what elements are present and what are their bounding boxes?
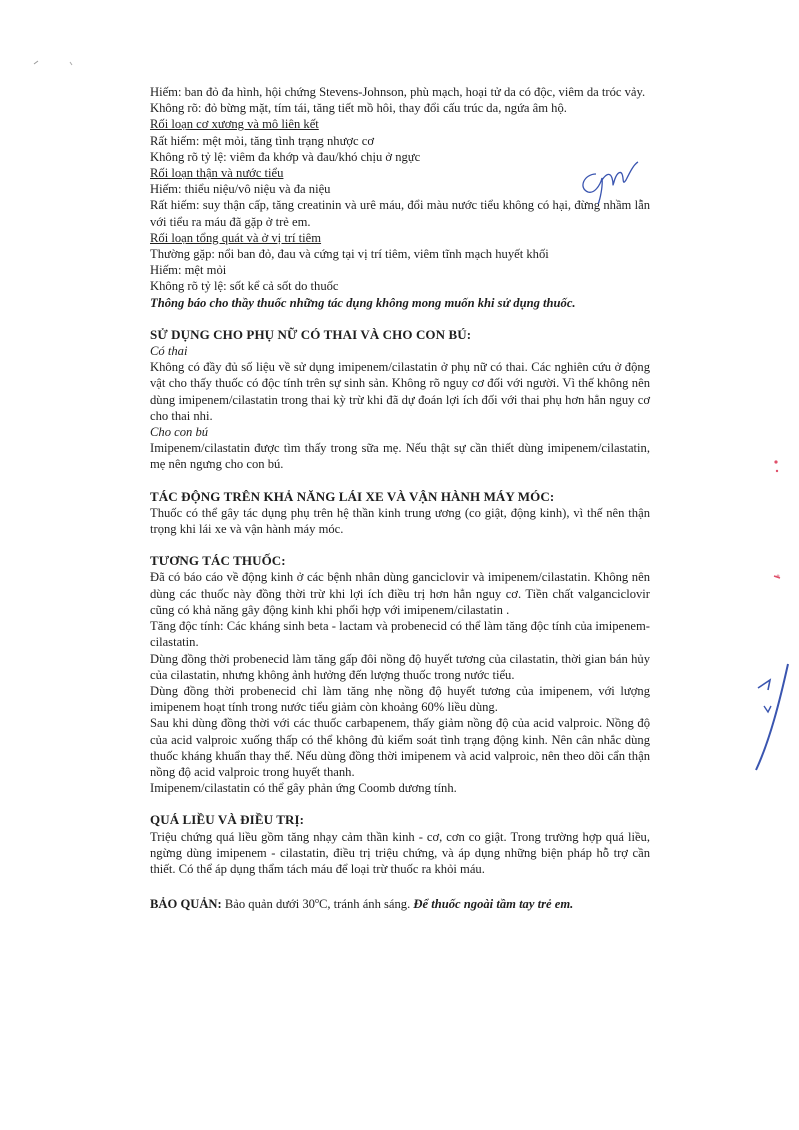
storage-text-after: C, tránh ánh sáng. xyxy=(318,897,414,912)
adverse-line: Rất hiếm: mệt mỏi, tăng tình trạng nhược cơ xyxy=(150,133,375,148)
interaction-paragraph: Imipenem/cilastatin có thể gây phản ứng Coomb dương tính. xyxy=(150,781,457,796)
storage-label: BẢO QUẢN: xyxy=(150,897,222,912)
storage-text: Bảo quản dưới 30 xyxy=(224,897,315,912)
lactation-text: Imipenem/cilastatin được tìm thấy trong sữa mẹ. Nếu thật sự cần thiết dùng imipenem/cilastatin, mẹ nên ngưng cho con bú. xyxy=(150,441,650,472)
interaction-paragraph: Dùng đồng thời probenecid chỉ làm tăng nhẹ nồng độ huyết tương của imipenem, với lượng imipenem hoạt tính trong nước tiểu giảm còn khoảng 60% liều dùng. xyxy=(150,683,650,715)
adverse-notice: Thông báo cho thầy thuốc những tác dụng không mong muốn khi sử dụng thuốc. xyxy=(150,295,576,310)
lactation-label: Cho con bú xyxy=(150,425,209,440)
pregnant-text: Không có đầy đủ số liệu về sử dụng imipenem/cilastatin ở phụ nữ có thai. Các nghiên cứu ở động vật cho thấy thuốc có độc tính trên sự sinh sản. Không rõ nguy cơ đối với người. Vì thế không nên dùng imipenem/cilastatin trong thai kỳ trừ khi đã dự đoán lợi ích đối với thai phụ hơn hẳn nguy cơ cho thai nhi. xyxy=(150,360,650,423)
pregnant-label: Có thai xyxy=(150,344,188,359)
scan-artifact xyxy=(30,52,90,72)
adverse-line: Rất hiếm: suy thận cấp, tăng creatinin và urê máu, đổi màu nước tiểu không có hại, đừng nhầm lẫn với tiểu ra máu đã gặp ở trẻ em. xyxy=(150,198,650,229)
section-subheading: Rối loạn thận và nước tiểu xyxy=(150,166,284,181)
overdose-text: Triệu chứng quá liều gồm tăng nhạy cảm thần kinh - cơ, cơn co giật. Trong trường hợp quá liều, ngừng dùng imipenem - cilastatin, điều trị triệu chứng, và áp dụng những biện pháp hỗ trợ cần thiết. Có thể áp dụng thẩm tách máu để loại trừ thuốc ra khỏi máu. xyxy=(150,829,650,876)
section-heading-interactions: TƯƠNG TÁC THUỐC: xyxy=(150,553,286,569)
section-subheading: Rối loạn tổng quát và ở vị trí tiêm xyxy=(150,230,322,245)
adverse-line: Không rõ: đỏ bừng mặt, tím tái, tăng tiết mồ hôi, thay đổi cấu trúc da, ngứa âm hộ. xyxy=(150,101,567,116)
interaction-paragraph: Dùng đồng thời probenecid làm tăng gấp đôi nồng độ huyết tương của cilastatin, thời gian bán hủy của cilastatin, nhưng không ảnh hưởng đến lượng thuốc trong nước tiểu. xyxy=(150,651,650,682)
adverse-line: Thường gặp: nổi ban đỏ, đau và cứng tại vị trí tiêm, viêm tĩnh mạch huyết khối xyxy=(150,247,549,262)
section-heading-pregnancy: SỬ DỤNG CHO PHỤ NỮ CÓ THAI VÀ CHO CON BÚ: xyxy=(150,326,472,342)
degree-mark: o xyxy=(314,896,319,906)
signature-initials xyxy=(574,160,644,204)
storage-line xyxy=(150,893,650,912)
section-heading-overdose: QUÁ LIỀU VÀ ĐIỀU TRỊ: xyxy=(150,812,305,828)
section-heading-driving: TÁC ĐỘNG TRÊN KHẢ NĂNG LÁI XE VÀ VẬN HÀNH MÁY MÓC: xyxy=(150,488,555,504)
driving-text: Thuốc có thể gây tác dụng phụ trên hệ thần kinh trung ương (co giật, động kinh), vì thế nên thận trọng khi lái xe và vận hành máy móc. xyxy=(150,505,650,537)
document-body xyxy=(150,84,650,913)
section-subheading: Rối loạn cơ xương và mô liên kết xyxy=(150,117,319,132)
stamp-edge-marks xyxy=(700,440,799,800)
adverse-line: Không rõ tỷ lệ: sốt kể cả sốt do thuốc xyxy=(150,279,339,294)
adverse-line: Hiếm: ban đỏ đa hình, hội chứng Stevens-Johnson, phù mạch, hoại tử da có độc, viêm da tróc vảy. xyxy=(150,85,646,99)
adverse-line: Không rõ tỷ lệ: viêm đa khớp và đau/khó chịu ở ngực xyxy=(150,149,421,164)
interaction-paragraph: Đã có báo cáo về động kinh ở các bệnh nhân dùng ganciclovir và imipenem/cilastatin. Không nên dùng các thuốc này đồng thời trừ khi lợi ích điều trị hơn hẳn nguy cơ. Tiền chất valganciclovir cũng có khả năng gây động kinh khi phối hợp với imipenem/cilastatin . xyxy=(150,570,650,617)
adverse-line: Hiếm: mệt mỏi xyxy=(150,263,227,278)
adverse-line: Hiếm: thiểu niệu/vô niệu và đa niệu xyxy=(150,182,331,197)
storage-warning: Để thuốc ngoài tầm tay trẻ em. xyxy=(413,897,574,912)
interaction-paragraph: Sau khi dùng đồng thời với các thuốc carbapenem, thấy giảm nồng độ của acid valproic. Nồng độ của acid valproic xuống thấp có thể không đủ kiểm soát tình trạng động kinh. Nên cân nhắc dùng thuốc kháng khuẩn thay thế. Nếu dùng đồng thời imipenem và acid valproic, nên theo dõi cẩn thận nồng độ acid valproic trong huyết thanh. xyxy=(150,716,650,779)
interaction-paragraph: Tăng độc tính: Các kháng sinh beta - lactam và probenecid có thể làm tăng độc tính của imipenem- cilastatin. xyxy=(150,619,650,650)
